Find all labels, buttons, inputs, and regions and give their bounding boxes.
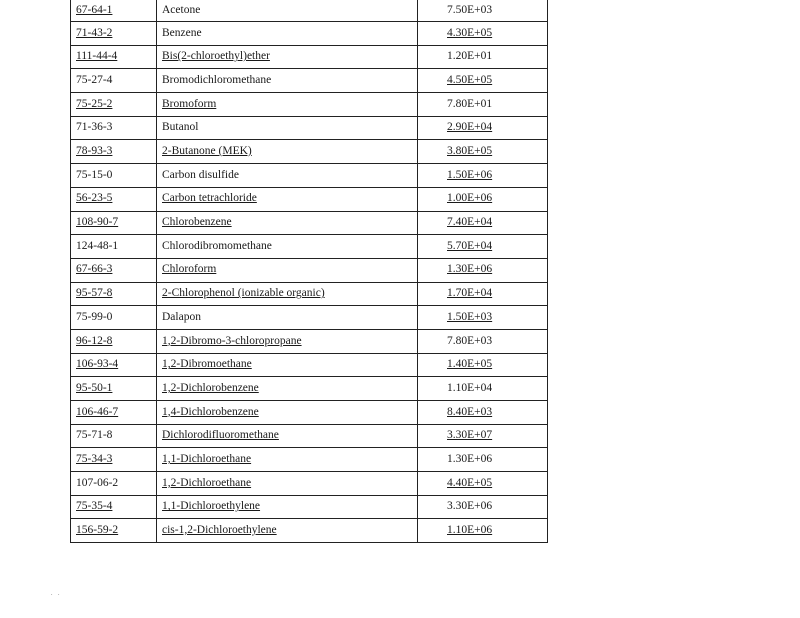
chemical-name: Dichlorodifluoromethane <box>162 429 279 442</box>
chemical-name-cell <box>157 140 418 164</box>
cas-number: 95-57-8 <box>76 287 113 300</box>
cas-number: 71-43-2 <box>76 26 113 39</box>
value-cell <box>418 306 548 330</box>
screening-value: 8.40E+03 <box>447 405 493 418</box>
value-cell <box>418 329 548 353</box>
cas-number-cell <box>71 282 157 306</box>
cas-number: 75-15-0 <box>76 168 113 181</box>
table-row <box>71 211 548 235</box>
value-cell <box>418 69 548 93</box>
chemical-name: Bromoform <box>162 97 217 110</box>
chemical-name-cell <box>157 22 418 46</box>
table-row <box>71 282 548 306</box>
screening-value: 7.80E+03 <box>447 334 493 347</box>
chemical-name-cell <box>157 353 418 377</box>
chemical-name: Benzene <box>162 26 202 39</box>
table-row <box>71 306 548 330</box>
value-cell <box>418 258 548 282</box>
chemical-name-cell <box>157 329 418 353</box>
chemical-name-cell <box>157 495 418 519</box>
value-cell <box>418 45 548 69</box>
chemical-name: Bis(2-chloroethyl)ether <box>162 50 270 63</box>
table-row <box>71 448 548 472</box>
table-row <box>71 0 548 22</box>
table-row <box>71 495 548 519</box>
cas-number: 75-25-2 <box>76 97 113 110</box>
table-row <box>71 235 548 259</box>
chemical-name-cell <box>157 258 418 282</box>
screening-value: 5.70E+04 <box>447 239 493 252</box>
cas-number: 67-64-1 <box>76 3 113 16</box>
chemical-name: Butanol <box>162 121 199 134</box>
value-cell <box>418 235 548 259</box>
chemical-name-cell <box>157 116 418 140</box>
screening-value: 1.00E+06 <box>447 192 493 205</box>
cas-number-cell <box>71 187 157 211</box>
cas-number-cell <box>71 472 157 496</box>
chemical-name-cell <box>157 401 418 425</box>
screening-value: 7.40E+04 <box>447 216 493 229</box>
table-row <box>71 22 548 46</box>
chemical-name: 1,4-Dichlorobenzene <box>162 405 259 418</box>
cas-number: 75-99-0 <box>76 310 113 323</box>
chemical-name: Carbon tetrachloride <box>162 192 257 205</box>
value-cell <box>418 448 548 472</box>
table-row <box>71 424 548 448</box>
cas-number-cell <box>71 519 157 543</box>
chemical-name-cell <box>157 282 418 306</box>
cas-number-cell <box>71 306 157 330</box>
screening-value: 1.30E+06 <box>447 452 493 465</box>
cas-number: 108-90-7 <box>76 216 119 229</box>
screening-value: 1.20E+01 <box>447 50 493 63</box>
screening-value: 4.40E+05 <box>447 476 493 489</box>
cas-number: 71-36-3 <box>76 121 113 134</box>
cas-number-cell <box>71 401 157 425</box>
value-cell <box>418 472 548 496</box>
screening-value: 1.30E+06 <box>447 263 493 276</box>
value-cell <box>418 353 548 377</box>
chemical-name: 2-Butanone (MEK) <box>162 145 252 158</box>
chemical-name-cell <box>157 164 418 188</box>
cas-number-cell <box>71 495 157 519</box>
cas-number-cell <box>71 0 157 22</box>
value-cell <box>418 282 548 306</box>
cas-number: 106-46-7 <box>76 405 119 418</box>
value-cell <box>418 519 548 543</box>
chemical-name: 1,2-Dichlorobenzene <box>162 381 259 394</box>
cas-number-cell <box>71 140 157 164</box>
chemical-name: Chlorobenzene <box>162 216 232 229</box>
chemical-table <box>70 0 548 543</box>
cas-number-cell <box>71 448 157 472</box>
page-speck: . . <box>51 591 62 597</box>
screening-value: 3.30E+06 <box>447 500 493 513</box>
chemical-name: Chlorodibromomethane <box>162 239 272 252</box>
screening-value: 1.50E+06 <box>447 168 493 181</box>
cas-number-cell <box>71 45 157 69</box>
value-cell <box>418 377 548 401</box>
cas-number: 78-93-3 <box>76 145 113 158</box>
screening-value: 1.10E+06 <box>447 524 493 537</box>
chemical-name: 1,1-Dichloroethane <box>162 452 252 465</box>
value-cell <box>418 211 548 235</box>
cas-number: 75-35-4 <box>76 500 113 513</box>
cas-number-cell <box>71 69 157 93</box>
chemical-name-cell <box>157 187 418 211</box>
table-row <box>71 401 548 425</box>
value-cell <box>418 93 548 117</box>
chemical-name: 2-Chlorophenol (ionizable organic) <box>162 287 325 300</box>
chemical-name-cell <box>157 306 418 330</box>
table-row <box>71 164 548 188</box>
chemical-name: 1,2-Dichloroethane <box>162 476 252 489</box>
screening-value: 3.80E+05 <box>447 145 493 158</box>
chemical-name-cell <box>157 0 418 22</box>
screening-value: 4.50E+05 <box>447 73 493 86</box>
cas-number: 124-48-1 <box>76 239 119 252</box>
screening-value: 4.30E+05 <box>447 26 493 39</box>
chemical-name: Dalapon <box>162 310 201 323</box>
chemical-name: 1,2-Dibromo-3-chloropropane <box>162 334 302 347</box>
screening-value: 2.90E+04 <box>447 121 493 134</box>
chemical-name-cell <box>157 472 418 496</box>
chemical-name: 1,2-Dibromoethane <box>162 358 252 371</box>
value-cell <box>418 22 548 46</box>
table-row <box>71 329 548 353</box>
cas-number-cell <box>71 116 157 140</box>
table-row <box>71 472 548 496</box>
table-row <box>71 519 548 543</box>
cas-number: 75-34-3 <box>76 452 113 465</box>
table-row <box>71 258 548 282</box>
cas-number: 67-66-3 <box>76 263 113 276</box>
chemical-name-cell <box>157 424 418 448</box>
chemical-name-cell <box>157 377 418 401</box>
cas-number-cell <box>71 164 157 188</box>
cas-number: 106-93-4 <box>76 358 119 371</box>
cas-number: 156-59-2 <box>76 524 119 537</box>
chemical-name: Chloroform <box>162 263 217 276</box>
chemical-name-cell <box>157 69 418 93</box>
value-cell <box>418 116 548 140</box>
chemical-name-cell <box>157 519 418 543</box>
cas-number-cell <box>71 211 157 235</box>
value-cell <box>418 0 548 22</box>
table-row <box>71 116 548 140</box>
table-row <box>71 45 548 69</box>
table-row <box>71 377 548 401</box>
screening-value: 7.50E+03 <box>447 3 493 16</box>
value-cell <box>418 164 548 188</box>
screening-value: 3.30E+07 <box>447 429 493 442</box>
cas-number: 95-50-1 <box>76 381 113 394</box>
table-body <box>71 0 548 543</box>
value-cell <box>418 401 548 425</box>
cas-number-cell <box>71 424 157 448</box>
table-row <box>71 187 548 211</box>
cas-number: 75-27-4 <box>76 73 113 86</box>
screening-value: 7.80E+01 <box>447 97 493 110</box>
cas-number: 107-06-2 <box>76 476 119 489</box>
cas-number: 111-44-4 <box>76 50 118 63</box>
cas-number-cell <box>71 353 157 377</box>
cas-number-cell <box>71 22 157 46</box>
table-row <box>71 353 548 377</box>
cas-number: 56-23-5 <box>76 192 113 205</box>
chemical-name: Bromodichloromethane <box>162 73 272 86</box>
table-row <box>71 69 548 93</box>
chemical-name: Carbon disulfide <box>162 168 239 181</box>
chemical-name-cell <box>157 448 418 472</box>
value-cell <box>418 187 548 211</box>
chemical-name-cell <box>157 211 418 235</box>
cas-number-cell <box>71 377 157 401</box>
screening-value: 1.40E+05 <box>447 358 493 371</box>
chemical-name: cis-1,2-Dichloroethylene <box>162 524 277 537</box>
value-cell <box>418 140 548 164</box>
table-row <box>71 93 548 117</box>
value-cell <box>418 495 548 519</box>
cas-number-cell <box>71 329 157 353</box>
chemical-name-cell <box>157 235 418 259</box>
chemical-name-cell <box>157 93 418 117</box>
screening-value: 1.70E+04 <box>447 287 493 300</box>
screening-value: 1.10E+04 <box>447 381 493 394</box>
cas-number: 96-12-8 <box>76 334 113 347</box>
cas-number-cell <box>71 93 157 117</box>
chemical-name-cell <box>157 45 418 69</box>
chemical-name: 1,1-Dichloroethylene <box>162 500 261 513</box>
chemical-name: Acetone <box>162 3 201 16</box>
cas-number-cell <box>71 235 157 259</box>
table-row <box>71 140 548 164</box>
cas-number-cell <box>71 258 157 282</box>
value-cell <box>418 424 548 448</box>
cas-number: 75-71-8 <box>76 429 113 442</box>
screening-value: 1.50E+03 <box>447 310 493 323</box>
